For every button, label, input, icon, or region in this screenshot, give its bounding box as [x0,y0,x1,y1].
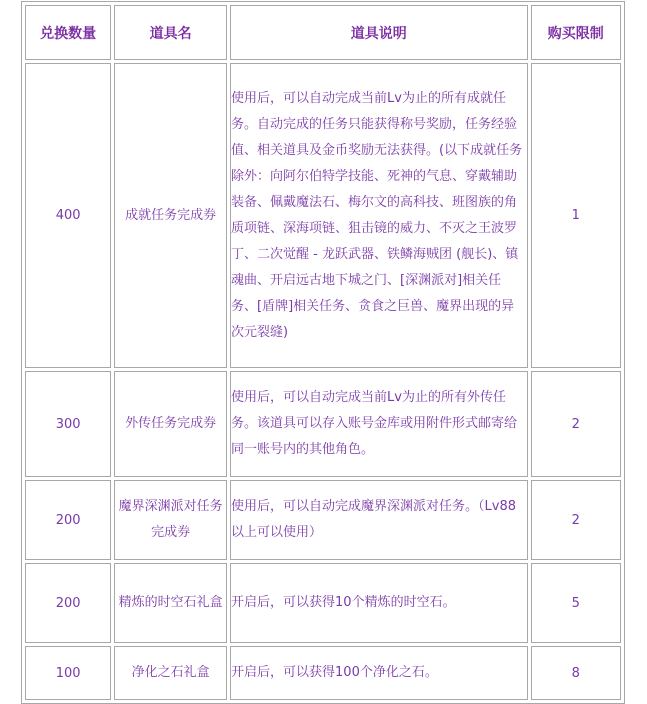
qty-cell: 100 [25,646,111,700]
limit-cell: 2 [531,480,621,560]
limit-cell: 1 [531,63,621,368]
header-limit: 购买限制 [531,5,621,60]
item-name-cell: 成就任务完成券 [114,63,227,368]
item-name-cell: 精炼的时空石礼盒 [114,563,227,643]
item-desc-cell: 使用后，可以自动完成当前Lv为止的所有外传任务。该道具可以存入账号金库或用附件形式邮寄给同一账号内的其他角色。 [230,371,528,477]
item-name-cell: 魔界深渊派对任务完成券 [114,480,227,560]
item-name-cell: 净化之石礼盒 [114,646,227,700]
item-desc-cell: 开启后，可以获得10个精炼的时空石。 [230,563,528,643]
qty-cell: 200 [25,480,111,560]
header-name: 道具名 [114,5,227,60]
limit-cell: 8 [531,646,621,700]
exchange-table [21,1,625,704]
table-row [25,371,621,477]
qty-cell: 200 [25,563,111,643]
limit-cell: 2 [531,371,621,477]
item-desc-cell: 使用后，可以自动完成当前Lv为止的所有成就任务。自动完成的任务只能获得称号奖励，任务经验值、相关道具及金币奖励无法获得。(以下成就任务除外：向阿尔伯特学技能、死神的气息、穿戴辅助装备、佩戴魔法石、梅尔文的高科技、班图族的角质项链、深海项链、狙击镜的威力、不灭之王波罗丁、二次觉醒 - 龙跃武器、铁鳞海贼团 (舰长)、镇魂曲、开启远古地下城之门、[深渊派对]相关任务、[盾牌]相关任务、贪食之巨兽、魔界出现的异次元裂缝) [230,63,528,368]
qty-cell: 300 [25,371,111,477]
header-desc: 道具说明 [230,5,528,60]
table-row [25,480,621,560]
table-row [25,646,621,700]
header-row [25,5,621,60]
item-desc-cell: 开启后，可以获得100个净化之石。 [230,646,528,700]
limit-cell: 5 [531,563,621,643]
header-qty: 兑换数量 [25,5,111,60]
qty-cell: 400 [25,63,111,368]
item-name-cell: 外传任务完成券 [114,371,227,477]
table-row [25,63,621,368]
item-desc-cell: 使用后，可以自动完成魔界深渊派对任务。（Lv88以上可以使用） [230,480,528,560]
table-row [25,563,621,643]
